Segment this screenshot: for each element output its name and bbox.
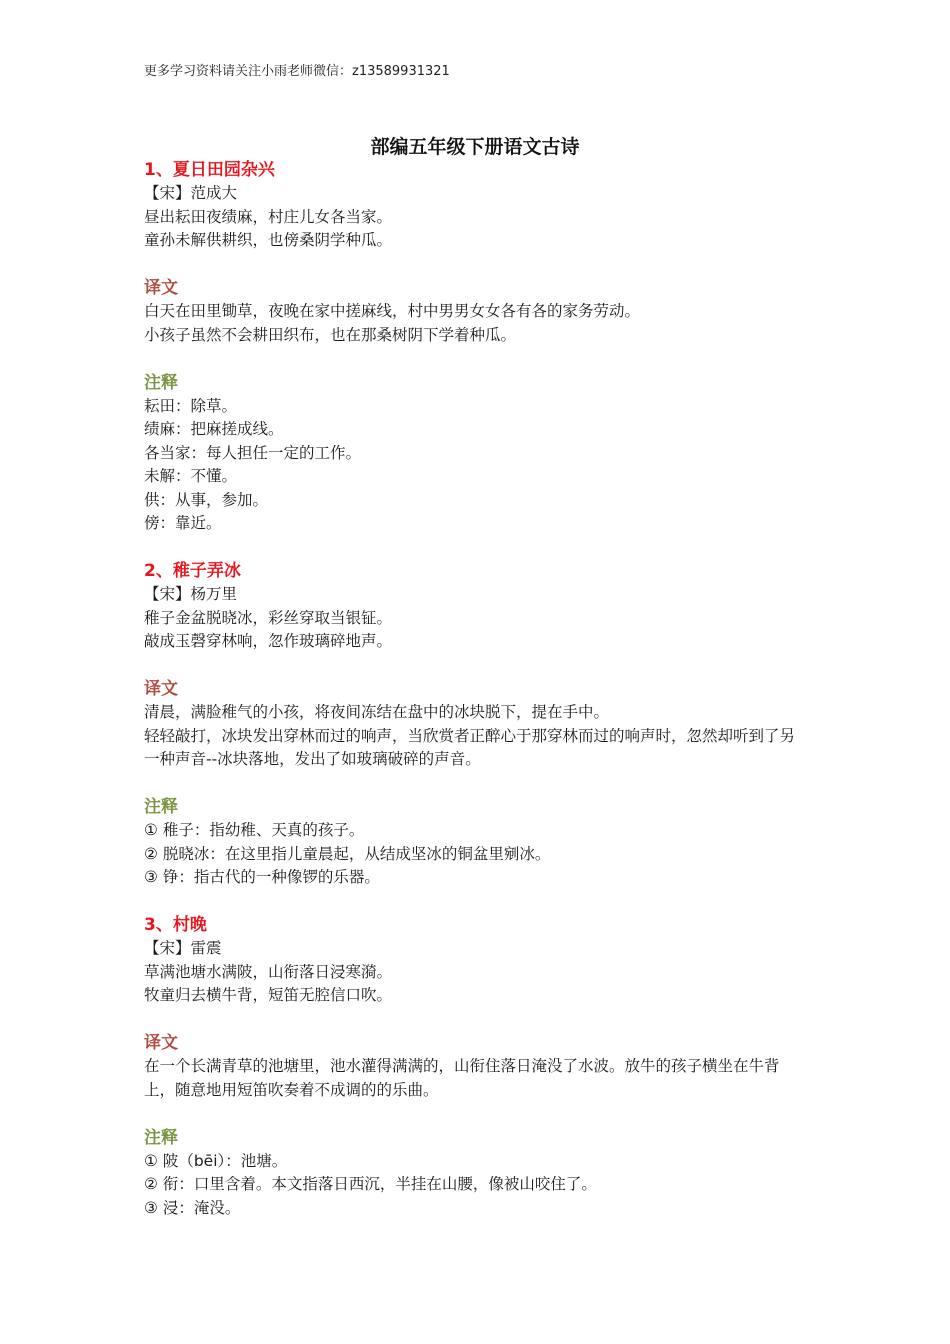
note-item: 供：从事，参加。 <box>144 490 269 509</box>
note-item: ① 陂（bēi）：池塘。 <box>144 1151 288 1170</box>
note-item: 绩麻：把麻搓成线。 <box>144 420 284 438</box>
header-note: 更多学习资料请关注小雨老师微信：z13589931321 <box>144 64 450 79</box>
note-item: ③ 浸：淹没。 <box>144 1198 241 1217</box>
poem-title: 3、村晚 <box>144 915 207 935</box>
note-item: 耘田：除草。 <box>144 396 238 415</box>
translation-paragraph: 轻轻敲打，冰块发出穿林而过的响声，当欣赏者正醉心于那穿林而过的响声时，忽然却听到了另一种声音--冰块落地，发出了如玻璃破碎的声音。 <box>144 726 796 768</box>
poem-line: 昼出耘田夜绩麻，村庄儿女各当家。 <box>144 207 393 226</box>
translation-paragraph: 清晨，满脸稚气的小孩，将夜间冻结在盘中的冰块脱下，提在手中。 <box>144 703 610 721</box>
translation-heading: 译文 <box>144 679 178 699</box>
poem-title: 2、稚子弄冰 <box>144 561 241 581</box>
poem-line: 牧童归去横牛背，短笛无腔信口吹。 <box>144 986 393 1004</box>
note-item: 傍：靠近。 <box>144 514 222 532</box>
poem-author: 【宋】杨万里 <box>144 585 238 603</box>
poem-line: 草满池塘水满陂，山衔落日浸寒漪。 <box>144 962 393 981</box>
notes-heading: 注释 <box>144 1127 178 1148</box>
poem-author: 【宋】雷震 <box>144 939 222 957</box>
poem-line: 童孙未解供耕织，也傍桑阴学种瓜。 <box>144 231 393 249</box>
notes-heading: 注释 <box>144 372 178 393</box>
document-title: 部编五年级下册语文古诗 <box>370 136 580 158</box>
note-item: ② 衔：口里含着。本文指落日西沉，半挂在山腰，像被山咬住了。 <box>144 1175 597 1193</box>
translation-paragraph: 白天在田里锄草，夜晚在家中搓麻线，村中男男女女各有各的家务劳动。 <box>144 302 641 320</box>
poem-author: 【宋】范成大 <box>144 184 238 202</box>
note-item: ③ 铮：指古代的一种像锣的乐器。 <box>144 868 380 886</box>
notes-heading: 注释 <box>144 797 178 817</box>
translation-paragraph: 小孩子虽然不会耕田织布，也在那桑树阴下学着种瓜。 <box>144 325 517 344</box>
poem-line: 稚子金盆脱晓冰，彩丝穿取当银钲。 <box>144 608 393 627</box>
translation-heading: 译文 <box>144 1033 178 1053</box>
poem-title: 1、夏日田园杂兴 <box>144 160 275 180</box>
poem-section-2 <box>144 559 804 890</box>
poem-section-3 <box>144 913 804 1220</box>
document-body <box>144 158 804 1220</box>
poem-section-1 <box>144 158 804 536</box>
note-item: 各当家：每人担任一定的工作。 <box>144 443 362 462</box>
poem-line: 敲成玉磬穿林响，忽作玻璃碎地声。 <box>144 632 393 650</box>
note-item: ① 稚子：指幼稚、天真的孩子。 <box>144 821 365 839</box>
note-item: ② 脱晓冰：在这里指儿童晨起，从结成坚冰的铜盆里剜冰。 <box>144 844 551 863</box>
translation-paragraph: 在一个长满青草的池塘里，池水灌得满满的，山衔住落日淹没了水波。放牛的孩子横坐在牛背上，随意地用短笛吹奏着不成调的的乐曲。 <box>144 1057 780 1099</box>
note-item: 未解：不懂。 <box>144 467 238 485</box>
translation-heading: 译文 <box>144 278 178 298</box>
